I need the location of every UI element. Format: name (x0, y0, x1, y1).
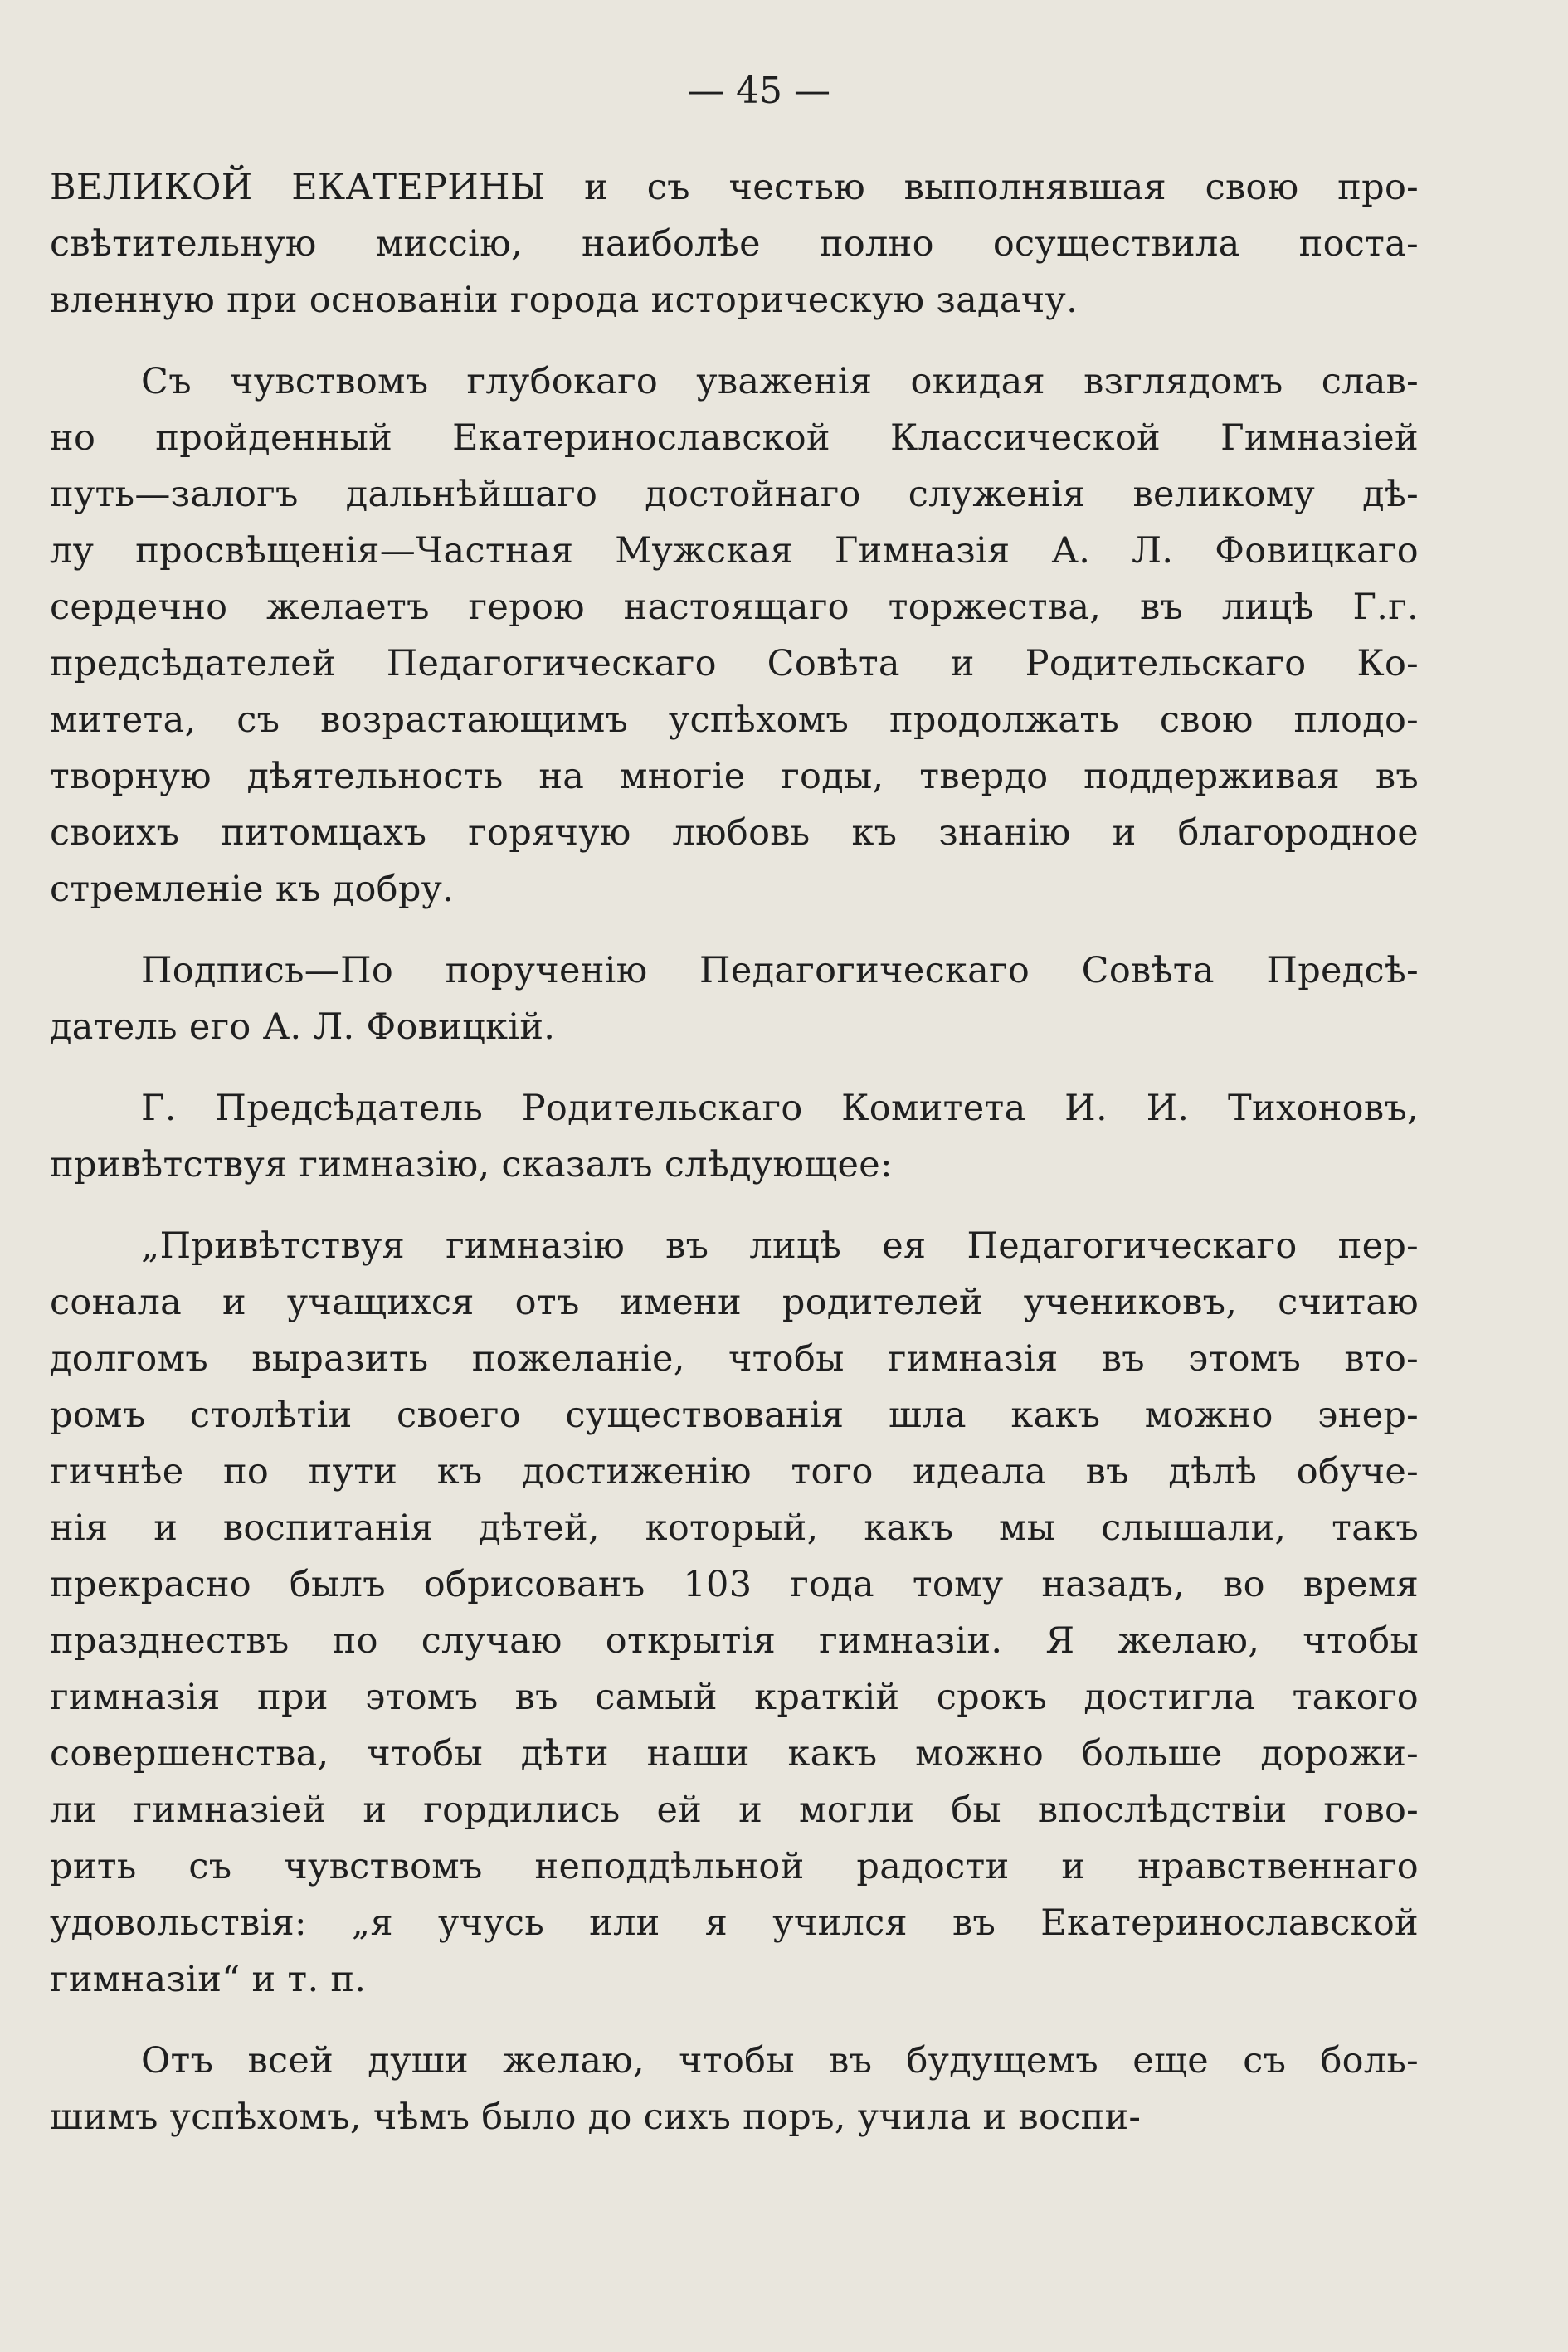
page-number: — 45 — (688, 70, 830, 112)
text-line: стремленіе къ добру. (50, 869, 455, 910)
text-body (50, 159, 1419, 2145)
paragraph (50, 1080, 1419, 1193)
text-line: датель его А. Л. Фовицкій. (50, 1006, 556, 1048)
text-line: шимъ успѣхомъ, чѣмъ было до сихъ поръ, учила и воспи- (50, 2096, 1142, 2138)
text-line: совершенства, чтобы дѣти наши какъ можно больше дорожи- (50, 1733, 1419, 1775)
text-line: Отъ всей души желаю, чтобы въ будущемъ еще съ боль- (141, 2040, 1419, 2082)
text-line: празднествъ по случаю открытія гимназіи. Я желаю, чтобы (50, 1620, 1419, 1662)
text-line: Подпись—По порученію Педагогическаго Совѣта Предсѣ- (141, 950, 1419, 991)
paragraph (50, 353, 1419, 918)
text-line: привѣтствуя гимназію, сказалъ слѣдующее: (50, 1144, 893, 1186)
text-line: ли гимназіей и гордились ей и могли бы впослѣдствіи гово- (50, 1790, 1419, 1831)
text-line: удовольствія: „я учусь или я учился въ Екатеринославской (50, 1902, 1419, 1944)
text-line: путь—залогъ дальнѣйшаго достойнаго служенія великому дѣ- (50, 474, 1419, 515)
text-line: гимназіи“ и т. п. (50, 1959, 367, 2000)
text-line: митета, съ возрастающимъ успѣхомъ продолжать свою плодо- (50, 699, 1419, 741)
text-line: Съ чувствомъ глубокаго уваженія окидая взглядомъ слав- (141, 361, 1419, 402)
text-line: вленную при основаніи города историческую задачу. (50, 280, 1079, 321)
text-line: лу просвѣщенія—Частная Мужская Гимназія А. Л. Фовицкаго (50, 530, 1419, 572)
text-line: ВЕЛИКОЙ ЕКАТЕРИНЫ и съ честью выполнявшая свою про- (50, 167, 1419, 208)
text-line: „Привѣтствуя гимназію въ лицѣ ея Педагогическаго пер- (141, 1225, 1419, 1267)
text-line: свѣтительную миссію, наиболѣе полно осуществила поста- (50, 223, 1419, 265)
text-line: гимназія при этомъ въ самый краткій срокъ достигла такого (50, 1677, 1419, 1718)
text-line: долгомъ выразить пожеланіе, чтобы гимназія въ этомъ вто- (50, 1338, 1419, 1380)
text-line: рить съ чувствомъ неподдѣльной радости и нравственнаго (50, 1846, 1419, 1887)
text-line: Г. Предсѣдатель Родительскаго Комитета И. И. Тихоновъ, (141, 1088, 1419, 1129)
text-line: ромъ столѣтіи своего существованія шла какъ можно энер- (50, 1395, 1419, 1436)
paragraph (50, 2033, 1419, 2145)
text-line: творную дѣятельность на многіе годы, твердо поддерживая въ (50, 756, 1419, 797)
text-line: сердечно желаетъ герою настоящаго торжества, въ лицѣ Г.г. (50, 587, 1419, 628)
text-line: гичнѣе по пути къ достиженію того идеала въ дѣлѣ обуче- (50, 1451, 1419, 1493)
paragraph (50, 1218, 1419, 2008)
paragraph (50, 159, 1419, 329)
text-line: предсѣдателей Педагогическаго Совѣта и Родительскаго Ко- (50, 643, 1419, 684)
text-line: своихъ питомцахъ горячую любовь къ знанію и благородное (50, 812, 1419, 854)
paragraph (50, 942, 1419, 1055)
text-line: прекрасно былъ обрисованъ 103 года тому назадъ, во время (50, 1564, 1419, 1605)
text-line: нія и воспитанія дѣтей, который, какъ мы слышали, такъ (50, 1507, 1419, 1549)
text-line: но пройденный Екатеринославской Классической Гимназіей (50, 417, 1419, 459)
text-line: сонала и учащихся отъ имени родителей учениковъ, считаю (50, 1282, 1419, 1323)
